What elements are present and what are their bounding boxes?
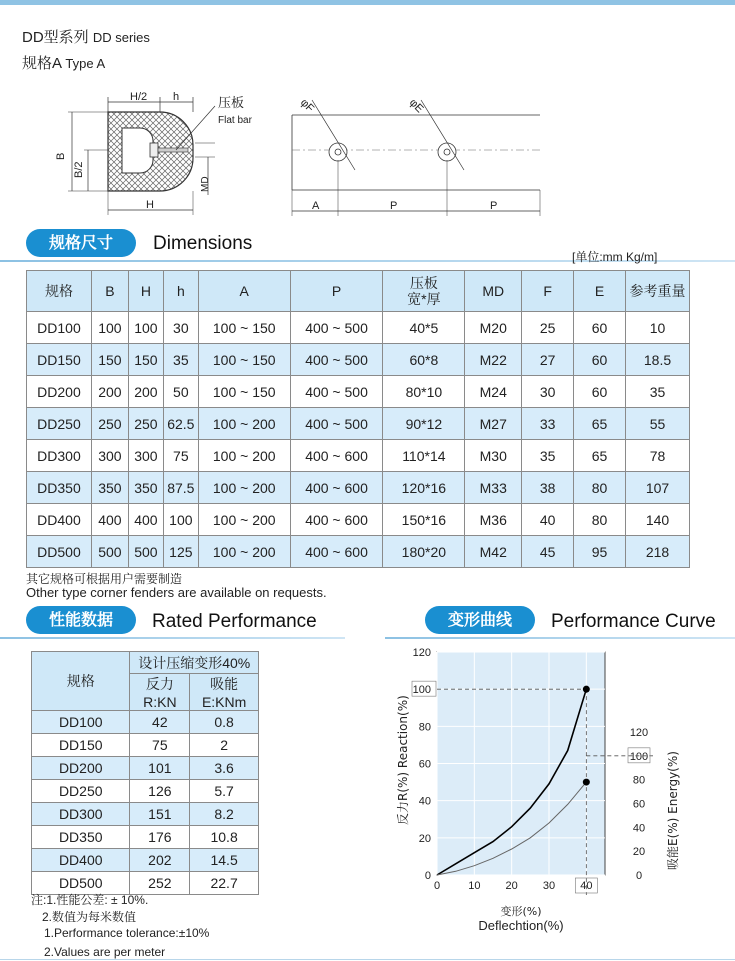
dimensions-row: [27, 376, 690, 408]
dim-big-h: H: [146, 199, 154, 211]
y-tick-label-right: 80: [632, 774, 646, 787]
performance-cell: 0.8: [190, 711, 259, 734]
performance-row: [32, 734, 259, 757]
dimensions-cell: 35: [163, 344, 198, 376]
dimensions-header-cell: MD: [465, 271, 522, 312]
dimensions-cell: 65: [574, 440, 626, 472]
dimensions-cell: M33: [465, 472, 522, 504]
performance-cell: 75: [130, 734, 190, 757]
series-title-en: DD series: [92, 30, 150, 45]
dimensions-header-cell: 参考重量: [626, 271, 690, 312]
performance-cell: 10.8: [190, 826, 259, 849]
performance-cell: 252: [130, 872, 190, 895]
dimensions-cell: DD350: [27, 472, 92, 504]
dimensions-cell: 60: [574, 376, 626, 408]
dimensions-cell: 140: [626, 504, 690, 536]
dimensions-cell: 500: [128, 536, 163, 568]
type-title-en: Type A: [65, 56, 106, 71]
dimensions-row: [27, 440, 690, 472]
perf-header-group: 设计压缩变形40%: [130, 652, 259, 674]
performance-cell: 202: [130, 849, 190, 872]
perf-note1-cn: 注:1.性能公差: ± 10%.: [31, 893, 149, 907]
dimensions-cell: 100: [91, 312, 128, 344]
dimensions-header-cell: H: [128, 271, 163, 312]
dimensions-cell: 400: [91, 504, 128, 536]
y-tick-label-left: 100: [412, 684, 431, 697]
dimensions-cell: 33: [522, 408, 574, 440]
dimensions-row: [27, 504, 690, 536]
dimensions-cell: 40*5: [383, 312, 465, 344]
performance-cell: DD400: [32, 849, 130, 872]
performance-badge: 性能数据: [26, 606, 136, 634]
performance-body: [32, 711, 259, 895]
dimensions-cell: 100: [128, 312, 163, 344]
bottom-rule: [0, 959, 735, 960]
dimensions-cell: 400 ~ 600: [290, 536, 383, 568]
dimensions-cell: 25: [522, 312, 574, 344]
dimensions-header-cell: A: [198, 271, 290, 312]
series-title-cn: DD型系列: [22, 29, 89, 46]
performance-cell: 14.5: [190, 849, 259, 872]
dimensions-cell: 100 ~ 150: [198, 312, 290, 344]
perf-note1-en: 1.Performance tolerance:±10%: [44, 926, 210, 940]
dimensions-cell: 300: [91, 440, 128, 472]
performance-cell: 176: [130, 826, 190, 849]
dimensions-cell: 100 ~ 200: [198, 440, 290, 472]
dimensions-header-cell: E: [574, 271, 626, 312]
dimensions-header-cell: h: [163, 271, 198, 312]
performance-table: [31, 651, 259, 895]
performance-row: [32, 826, 259, 849]
fender-technical-drawing: [0, 80, 735, 230]
dimensions-cell: 100 ~ 200: [198, 536, 290, 568]
dimensions-cell: 250: [91, 408, 128, 440]
dim-b: B: [55, 152, 67, 160]
dimensions-cell: M30: [465, 440, 522, 472]
dimensions-cell: 110*14: [383, 440, 465, 472]
dimensions-cell: 400 ~ 500: [290, 344, 383, 376]
dimensions-cell: 125: [163, 536, 198, 568]
dimensions-cell: DD500: [27, 536, 92, 568]
flat-bar-en: Flat bar: [218, 115, 252, 126]
dimensions-cell: M36: [465, 504, 522, 536]
performance-cell: DD300: [32, 803, 130, 826]
dimensions-cell: M20: [465, 312, 522, 344]
performance-cell: DD200: [32, 757, 130, 780]
performance-cell: DD100: [32, 711, 130, 734]
dimensions-cell: 350: [91, 472, 128, 504]
fender-side-view: [292, 100, 540, 216]
dimensions-note-cn: 其它规格可根据用户需要制造: [26, 572, 183, 586]
dimensions-cell: 45: [522, 536, 574, 568]
dimensions-cell: 100: [163, 504, 198, 536]
dimensions-cell: 30: [163, 312, 198, 344]
dimensions-header-row: [27, 271, 690, 312]
performance-cell: DD150: [32, 734, 130, 757]
dimensions-header-cell: 压板 宽*厚: [383, 271, 465, 312]
x-tick-label: 20: [505, 880, 518, 892]
dimensions-cell: 27: [522, 344, 574, 376]
dimensions-cell: 200: [91, 376, 128, 408]
curve-badge: 变形曲线: [425, 606, 535, 634]
dimensions-cell: 400 ~ 500: [290, 376, 383, 408]
performance-cell: 151: [130, 803, 190, 826]
dimensions-header-cell: 规格: [27, 271, 92, 312]
perf-header-reaction: 反力R:KN: [130, 674, 190, 711]
dimensions-header-cell: F: [522, 271, 574, 312]
dimensions-cell: 55: [626, 408, 690, 440]
perf-note2-en: 2.Values are per meter: [44, 945, 166, 959]
dimensions-cell: M24: [465, 376, 522, 408]
dimensions-cell: 30: [522, 376, 574, 408]
dimensions-cell: 400 ~ 500: [290, 408, 383, 440]
dimensions-cell: DD150: [27, 344, 92, 376]
dimensions-cell: 100 ~ 200: [198, 504, 290, 536]
dimensions-cell: 400: [128, 504, 163, 536]
performance-cell: DD500: [32, 872, 130, 895]
dimensions-cell: 95: [574, 536, 626, 568]
dim-h: h: [173, 91, 180, 103]
type-title: [22, 52, 105, 73]
y-tick-label-right: 100: [629, 750, 649, 763]
dimensions-cell: M42: [465, 536, 522, 568]
dimensions-cell: 10: [626, 312, 690, 344]
dim-md: MD: [200, 176, 211, 192]
dimensions-cell: 120*16: [383, 472, 465, 504]
y-tick-label-right: 120: [629, 727, 649, 739]
flat-bar-cn: 压板: [218, 96, 245, 111]
dimensions-table: [26, 270, 690, 568]
dimensions-cell: DD300: [27, 440, 92, 472]
dimensions-cell: 400 ~ 600: [290, 504, 383, 536]
x-tick-label: 30: [542, 880, 556, 892]
dimensions-cell: 35: [626, 376, 690, 408]
dimensions-row: [27, 536, 690, 568]
dimensions-cell: 65: [574, 408, 626, 440]
performance-cell: 5.7: [190, 780, 259, 803]
performance-cell: 42: [130, 711, 190, 734]
dimensions-cell: M22: [465, 344, 522, 376]
dimensions-cell: 80: [574, 504, 626, 536]
dimensions-cell: 80*10: [383, 376, 465, 408]
performance-cell: 8.2: [190, 803, 259, 826]
dimensions-row: [27, 408, 690, 440]
dimensions-row: [27, 344, 690, 376]
x-axis-label-cn: 变形(%): [500, 905, 542, 918]
performance-cell: 126: [130, 780, 190, 803]
dimensions-cell: 180*20: [383, 536, 465, 568]
curve-rule: [385, 637, 735, 639]
dimensions-cell: 350: [128, 472, 163, 504]
dim-b-half: B/2: [73, 161, 85, 178]
y-tick-label-left: 60: [418, 758, 431, 771]
performance-row: [32, 849, 259, 872]
y-tick-label-left: 40: [418, 795, 431, 808]
dimensions-cell: 60*8: [383, 344, 465, 376]
dimensions-cell: DD250: [27, 408, 92, 440]
dimensions-cell: 50: [163, 376, 198, 408]
dimensions-row: [27, 312, 690, 344]
perf-header-spec: 规格: [32, 652, 130, 711]
dimensions-cell: 100 ~ 200: [198, 408, 290, 440]
dimensions-cell: 300: [128, 440, 163, 472]
dimensions-header-cell: P: [290, 271, 383, 312]
dimensions-cell: 60: [574, 312, 626, 344]
y-tick-label-left: 120: [412, 647, 431, 659]
dimensions-cell: M27: [465, 408, 522, 440]
y-tick-label-right: 20: [632, 846, 646, 859]
dimensions-cell: 107: [626, 472, 690, 504]
y-tick-label-left: 80: [418, 721, 431, 734]
performance-curve-chart: [385, 640, 730, 940]
performance-cell: DD350: [32, 826, 130, 849]
y-axis-label-left: 反力R(%) Reaction(%): [396, 695, 410, 825]
x-tick-label: 40: [580, 880, 593, 892]
dimensions-badge: 规格尺寸: [26, 229, 136, 257]
dimensions-cell: 200: [128, 376, 163, 408]
dimensions-cell: 100 ~ 150: [198, 376, 290, 408]
top-accent-line: [0, 0, 735, 5]
dimensions-cell: 500: [91, 536, 128, 568]
performance-row: [32, 711, 259, 734]
performance-cell: DD250: [32, 780, 130, 803]
dimensions-body: [27, 312, 690, 568]
dimensions-cell: 218: [626, 536, 690, 568]
dimensions-cell: 250: [128, 408, 163, 440]
dimensions-cell: 90*12: [383, 408, 465, 440]
type-title-cn: 规格A: [22, 55, 62, 72]
dimensions-cell: 62.5: [163, 408, 198, 440]
perf-header-energy: 吸能E:KNm: [190, 674, 259, 711]
dimensions-note-en: Other type corner fenders are available on requests.: [26, 585, 327, 600]
fender-cross-section: [108, 112, 193, 191]
y-tick-label-right: 0: [635, 870, 643, 882]
dimensions-cell: 400 ~ 600: [290, 440, 383, 472]
performance-cell: 101: [130, 757, 190, 780]
dimensions-cell: 400 ~ 500: [290, 312, 383, 344]
performance-cell: 2: [190, 734, 259, 757]
dimensions-cell: 87.5: [163, 472, 198, 504]
perf-note2-cn: 2.数值为每米数值: [42, 910, 137, 924]
dimensions-cell: DD200: [27, 376, 92, 408]
dimensions-cell: 150: [91, 344, 128, 376]
unit-label: [单位:mm Kg/m]: [572, 250, 658, 264]
dimensions-cell: 38: [522, 472, 574, 504]
dimensions-cell: 75: [163, 440, 198, 472]
dim-h-half: H/2: [130, 91, 148, 103]
dimensions-cell: 150*16: [383, 504, 465, 536]
dimensions-cell: 78: [626, 440, 690, 472]
dim-p-2: P: [490, 200, 498, 212]
series-end-point-energy: [583, 779, 590, 786]
dimensions-cell: 400 ~ 600: [290, 472, 383, 504]
dimensions-cell: 150: [128, 344, 163, 376]
dimensions-cell: 100 ~ 200: [198, 472, 290, 504]
performance-cell: 22.7: [190, 872, 259, 895]
dimensions-cell: 35: [522, 440, 574, 472]
performance-rule: [0, 637, 345, 639]
performance-row: [32, 780, 259, 803]
dimensions-header-cell: B: [91, 271, 128, 312]
y-tick-label-right: 40: [632, 822, 646, 835]
x-tick-label: 0: [433, 880, 441, 892]
series-title: [22, 26, 150, 47]
dimensions-row: [27, 472, 690, 504]
dimensions-cell: 40: [522, 504, 574, 536]
performance-cell: 3.6: [190, 757, 259, 780]
x-axis-label-en: Deflechtion(%): [478, 918, 564, 933]
curve-title: Performance Curve: [551, 611, 716, 632]
x-tick-label: 10: [468, 880, 481, 892]
y-tick-label-left: 0: [424, 870, 431, 882]
dimensions-cell: 80: [574, 472, 626, 504]
dimensions-cell: 60: [574, 344, 626, 376]
dimensions-title: Dimensions: [153, 233, 253, 254]
dimensions-cell: DD400: [27, 504, 92, 536]
dim-p-1: P: [390, 200, 398, 212]
performance-row: [32, 757, 259, 780]
dimensions-cell: 18.5: [626, 344, 690, 376]
dim-a: A: [312, 200, 320, 212]
dim-phi-e: φE: [406, 96, 426, 116]
dim-phi-f: φF: [297, 96, 317, 115]
dimensions-cell: DD100: [27, 312, 92, 344]
y-tick-label-right: 60: [632, 798, 646, 811]
performance-title: Rated Performance: [152, 611, 317, 632]
y-tick-label-left: 20: [418, 832, 431, 845]
dimensions-cell: 100 ~ 150: [198, 344, 290, 376]
series-end-point-reaction: [583, 686, 590, 693]
performance-row: [32, 803, 259, 826]
y-axis-label-right: 吸能E(%) Energy(%): [666, 751, 680, 870]
